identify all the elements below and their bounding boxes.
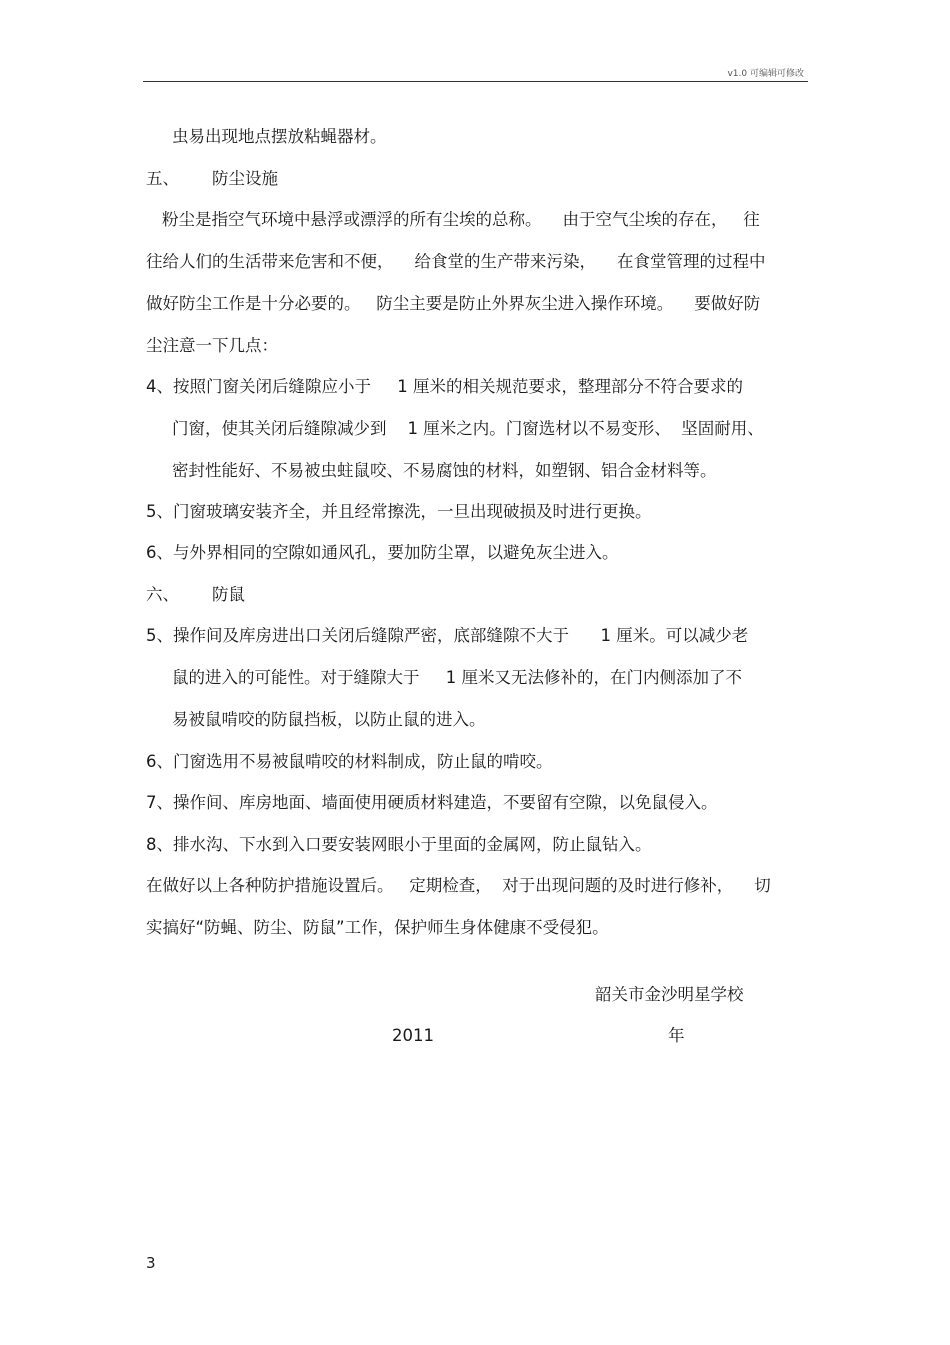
section-5-number: 五、 (146, 169, 179, 188)
rat-item-6: 6、门窗选用不易被鼠啃咬的材料制成，防止鼠的啃咬。 (146, 752, 553, 771)
rat-item-7: 7、操作间、库房地面、墙面使用硬质材料建造，不要留有空隙，以免鼠侵入。 (146, 793, 718, 812)
closing-paragraph-line: 实搞好“防蝇、防尘、防鼠”工作，保护师生身体健康不受侵犯。 (146, 918, 609, 937)
header-rule (143, 81, 808, 82)
dust-paragraph-line: 做好防尘工作是十分必要的。 防尘主要是防止外界灰尘进入操作环境。 要做好防 (146, 294, 761, 313)
signature-year-suffix: 年 (668, 1026, 685, 1045)
signature-school-name: 韶关市金沙明星学校 (595, 985, 744, 1004)
dust-item-5: 5、门窗玻璃安装齐全，并且经常擦洗，一旦出现破损及时进行更换。 (146, 502, 652, 521)
dust-item-4-line: 门窗，使其关闭后缝隙减少到 1 厘米之内。门窗选材以不易变形、 坚固耐用、 (172, 419, 764, 438)
rat-item-5-line: 5、操作间及库房进出口关闭后缝隙严密，底部缝隙不大于 1 厘米。可以减少老 (146, 626, 749, 645)
paragraph-continuation: 虫易出现地点摆放粘蝇器材。 (172, 127, 387, 146)
rat-item-5-line: 易被鼠啃咬的防鼠挡板，以防止鼠的进入。 (172, 710, 486, 729)
dust-paragraph-line: 粉尘是指空气环境中悬浮或漂浮的所有尘埃的总称。 由于空气尘埃的存在， 往 (162, 210, 760, 229)
section-6-title: 防鼠 (212, 585, 245, 604)
signature-year: 2011 (392, 1026, 434, 1045)
dust-item-4-line: 密封性能好、不易被虫蛀鼠咬、不易腐蚀的材料，如塑钢、铝合金材料等。 (172, 461, 717, 480)
section-6-number: 六、 (146, 585, 179, 604)
rat-item-8: 8、排水沟、下水到入口要安装网眼小于里面的金属网，防止鼠钻入。 (146, 835, 652, 854)
dust-item-4-line: 4、按照门窗关闭后缝隙应小于 1 厘米的相关规范要求，整理部分不符合要求的 (146, 377, 743, 396)
closing-paragraph-line: 在做好以上各种防护措施设置后。 定期检查， 对于出现问题的及时进行修补， 切 (146, 876, 771, 895)
dust-item-6: 6、与外界相同的空隙如通风孔，要加防尘罩，以避免灰尘进入。 (146, 543, 619, 562)
dust-paragraph-line: 往给人们的生活带来危害和不便， 给食堂的生产带来污染， 在食堂管理的过程中 (146, 252, 766, 271)
rat-item-5-line: 鼠的进入的可能性。对于缝隙大于 1 厘米又无法修补的，在门内侧添加了不 (172, 668, 742, 687)
section-5-title: 防尘设施 (212, 169, 278, 188)
header-version-text: v1.0 可编辑可修改 (727, 69, 804, 79)
dust-paragraph-line: 尘注意一下几点： (146, 336, 278, 355)
page-number: 3 (146, 1254, 156, 1272)
